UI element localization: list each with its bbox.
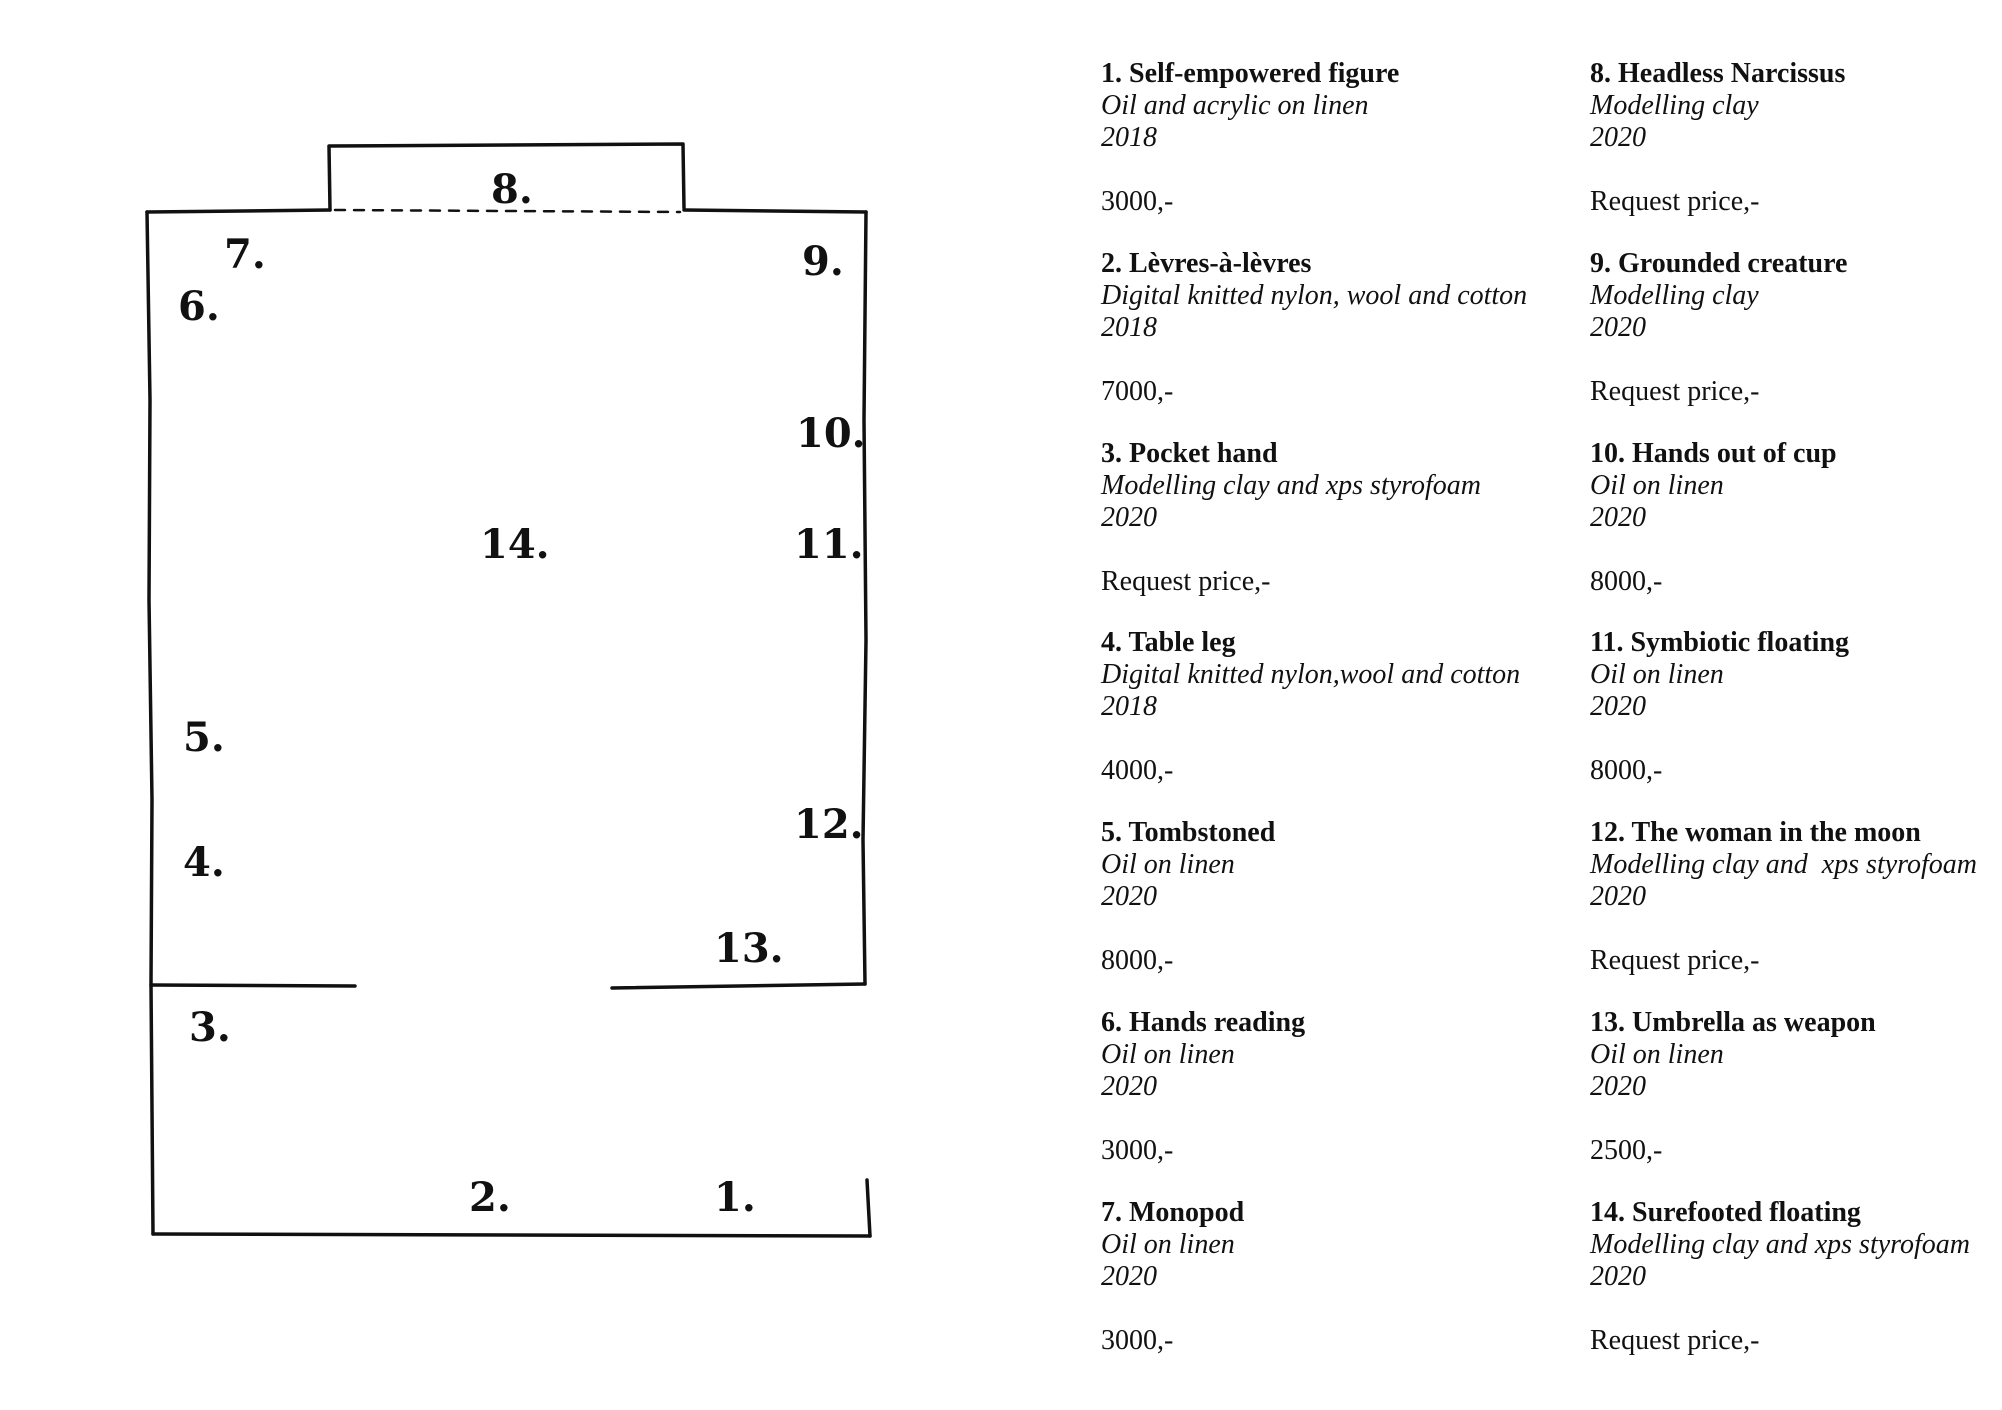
wall-top-left xyxy=(147,210,330,212)
artwork-medium: Oil on linen xyxy=(1590,659,1724,690)
artwork-year: 2020 xyxy=(1590,122,1646,153)
plan-label-1: 1. xyxy=(714,1174,756,1221)
artwork-title: 11. Symbiotic floating xyxy=(1590,627,1850,658)
artwork-entry-2 xyxy=(1101,248,1527,408)
artwork-entry-14 xyxy=(1590,1197,1970,1357)
artwork-entry-5 xyxy=(1101,817,1275,977)
artwork-year: 2020 xyxy=(1590,881,1646,912)
artwork-medium: Modelling clay and xps styrofoam xyxy=(1590,849,1978,880)
artwork-title: 13. Umbrella as weapon xyxy=(1590,1007,1876,1038)
artwork-medium: Oil on linen xyxy=(1101,1229,1235,1260)
artwork-price: 8000,- xyxy=(1101,945,1174,976)
artwork-title: 12. The woman in the moon xyxy=(1590,817,1921,848)
plan-label-2: 2. xyxy=(469,1174,511,1221)
artwork-entry-8 xyxy=(1590,58,1845,218)
artwork-title: 9. Grounded creature xyxy=(1590,248,1848,279)
artwork-year: 2020 xyxy=(1590,1071,1646,1102)
artwork-entry-9 xyxy=(1590,248,1847,408)
artwork-year: 2020 xyxy=(1590,691,1646,722)
plan-label-8: 8. xyxy=(491,166,533,213)
wall-top-right xyxy=(684,210,866,212)
plan-label-11: 11. xyxy=(794,521,864,568)
artwork-year: 2020 xyxy=(1101,881,1157,912)
artwork-title: 5. Tombstoned xyxy=(1101,817,1276,848)
artwork-medium: Modelling clay xyxy=(1590,280,1759,311)
artwork-title: 4. Table leg xyxy=(1101,627,1236,658)
artwork-entry-11 xyxy=(1590,627,1849,787)
artwork-price: 2500,- xyxy=(1590,1135,1663,1166)
plan-label-13: 13. xyxy=(714,925,784,972)
wall-right xyxy=(863,212,866,984)
artwork-title: 10. Hands out of cup xyxy=(1590,438,1837,469)
artwork-medium: Oil on linen xyxy=(1590,470,1724,501)
artwork-entry-1 xyxy=(1101,58,1399,218)
artwork-entry-7 xyxy=(1101,1197,1244,1357)
partition-left xyxy=(151,985,355,986)
artwork-entry-13 xyxy=(1590,1007,1876,1167)
artwork-entry-12 xyxy=(1590,817,1977,977)
artwork-year: 2018 xyxy=(1101,122,1157,153)
artwork-price: Request price,- xyxy=(1590,945,1760,976)
artwork-medium: Oil on linen xyxy=(1101,849,1235,880)
wall-bottom xyxy=(153,1234,870,1236)
artwork-medium: Modelling clay xyxy=(1590,90,1759,121)
artwork-year: 2018 xyxy=(1101,312,1157,343)
artwork-medium: Modelling clay and xps styrofoam xyxy=(1101,470,1482,501)
artwork-medium: Oil on linen xyxy=(1590,1039,1724,1070)
artwork-price: 4000,- xyxy=(1101,755,1174,786)
artwork-title: 3. Pocket hand xyxy=(1101,438,1278,469)
artwork-year: 2020 xyxy=(1590,502,1646,533)
wall-bottom-right-end xyxy=(867,1180,870,1236)
plan-label-7: 7. xyxy=(224,231,266,278)
plan-label-9: 9. xyxy=(802,238,844,285)
artwork-medium: Digital knitted nylon,wool and cotton xyxy=(1101,659,1521,690)
wall-left xyxy=(147,212,153,1234)
artwork-price: 3000,- xyxy=(1101,1325,1174,1356)
artwork-entry-10 xyxy=(1590,438,1837,598)
artwork-medium: Digital knitted nylon, wool and cotton xyxy=(1101,280,1528,311)
partition-right xyxy=(612,984,865,988)
artwork-price: Request price,- xyxy=(1590,186,1760,217)
plan-label-12: 12. xyxy=(794,801,864,848)
artwork-title: 8. Headless Narcissus xyxy=(1590,58,1846,89)
artwork-title: 14. Surefooted floating xyxy=(1590,1197,1861,1228)
artwork-medium: Modelling clay and xps styrofoam xyxy=(1590,1229,1971,1260)
plan-label-3: 3. xyxy=(189,1004,231,1051)
artwork-price: 8000,- xyxy=(1590,566,1663,597)
plan-label-6: 6. xyxy=(178,283,220,330)
artwork-entry-6 xyxy=(1101,1007,1305,1167)
plan-label-14: 14. xyxy=(480,521,550,568)
artwork-price: Request price,- xyxy=(1590,1325,1760,1356)
artwork-year: 2018 xyxy=(1101,691,1157,722)
artwork-title: 7. Monopod xyxy=(1101,1197,1245,1228)
plan-label-4: 4. xyxy=(183,839,225,886)
artwork-year: 2020 xyxy=(1590,1261,1646,1292)
plan-label-10: 10. xyxy=(796,410,866,457)
artwork-entry-3 xyxy=(1101,438,1481,598)
artwork-year: 2020 xyxy=(1101,1071,1157,1102)
artwork-year: 2020 xyxy=(1590,312,1646,343)
artwork-entry-4 xyxy=(1101,627,1520,787)
artwork-year: 2020 xyxy=(1101,502,1157,533)
artwork-price: 3000,- xyxy=(1101,186,1174,217)
artwork-price: 7000,- xyxy=(1101,376,1174,407)
artwork-price: 3000,- xyxy=(1101,1135,1174,1166)
artwork-title: 2. Lèvres-à-lèvres xyxy=(1101,248,1312,279)
plan-label-5: 5. xyxy=(183,714,225,761)
artwork-medium: Oil and acrylic on linen xyxy=(1101,90,1369,121)
artwork-year: 2020 xyxy=(1101,1261,1157,1292)
artwork-title: 1. Self-empowered figure xyxy=(1101,58,1400,89)
artwork-title: 6. Hands reading xyxy=(1101,1007,1306,1038)
artwork-price: Request price,- xyxy=(1101,566,1271,597)
artwork-medium: Oil on linen xyxy=(1101,1039,1235,1070)
artwork-price: Request price,- xyxy=(1590,376,1760,407)
artwork-price: 8000,- xyxy=(1590,755,1663,786)
